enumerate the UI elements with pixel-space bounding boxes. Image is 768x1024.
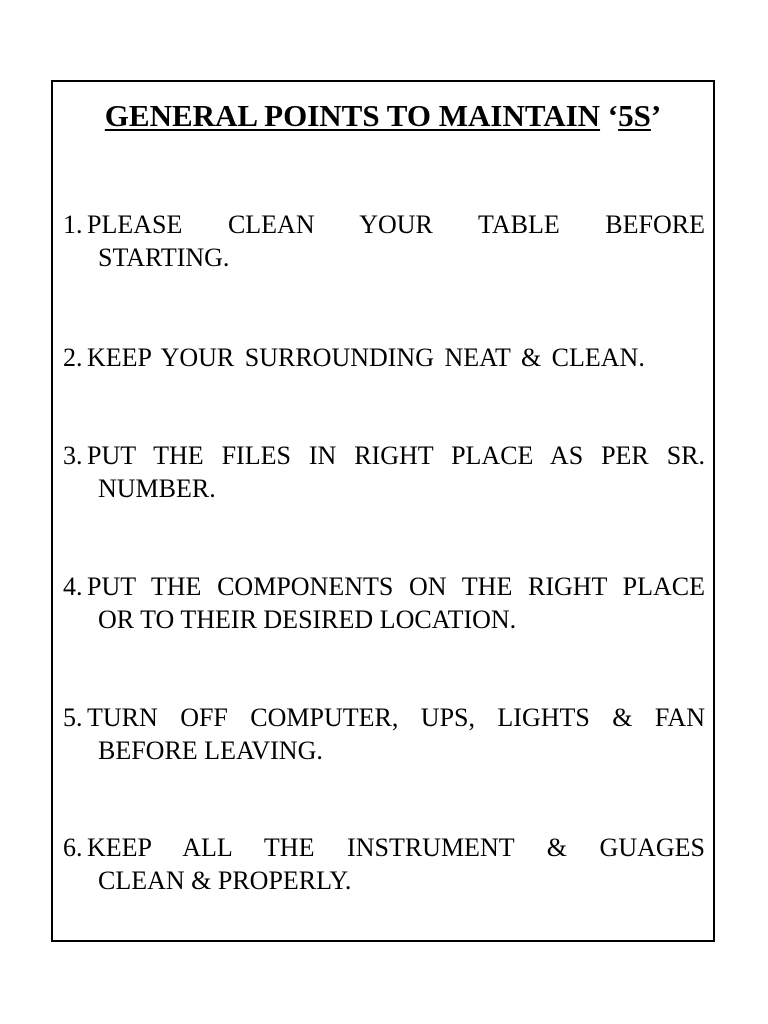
list-item <box>63 831 705 897</box>
title-quote-close: ’ <box>650 98 662 133</box>
item-number: 5. <box>63 703 83 732</box>
item-line-1: PUT THE COMPONENTS ON THE RIGHT PLACE <box>87 572 705 601</box>
item-line-2: CLEAN & PROPERLY. <box>98 866 352 895</box>
item-number: 1. <box>63 210 83 239</box>
list-item <box>63 701 705 767</box>
title-quote-open: ‘ <box>607 98 619 133</box>
list-item <box>63 439 705 505</box>
item-number: 2. <box>63 343 83 372</box>
item-number: 3. <box>63 441 83 470</box>
title-tag: 5S <box>618 98 651 133</box>
notice-border <box>51 80 715 942</box>
item-line-1: TURN OFF COMPUTER, UPS, LIGHTS & FAN <box>87 703 705 732</box>
item-line-2: BEFORE LEAVING. <box>98 736 323 765</box>
item-line-1: KEEP YOUR SURROUNDING NEAT & CLEAN. <box>87 343 645 372</box>
list-item <box>63 341 705 374</box>
list-item <box>63 208 705 274</box>
item-line-2: OR TO THEIR DESIRED LOCATION. <box>98 605 517 634</box>
item-number: 4. <box>63 572 83 601</box>
item-line-2: NUMBER. <box>98 474 216 503</box>
item-line-1: PUT THE FILES IN RIGHT PLACE AS PER SR. <box>87 441 705 470</box>
page-title <box>53 96 713 136</box>
item-line-1: PLEASE CLEAN YOUR TABLE BEFORE <box>87 210 705 239</box>
title-main: GENERAL POINTS TO MAINTAIN <box>104 98 601 133</box>
item-number: 6. <box>63 833 83 862</box>
list-item <box>63 570 705 636</box>
item-line-2: STARTING. <box>98 243 230 272</box>
item-line-1: KEEP ALL THE INSTRUMENT & GUAGES <box>87 833 705 862</box>
